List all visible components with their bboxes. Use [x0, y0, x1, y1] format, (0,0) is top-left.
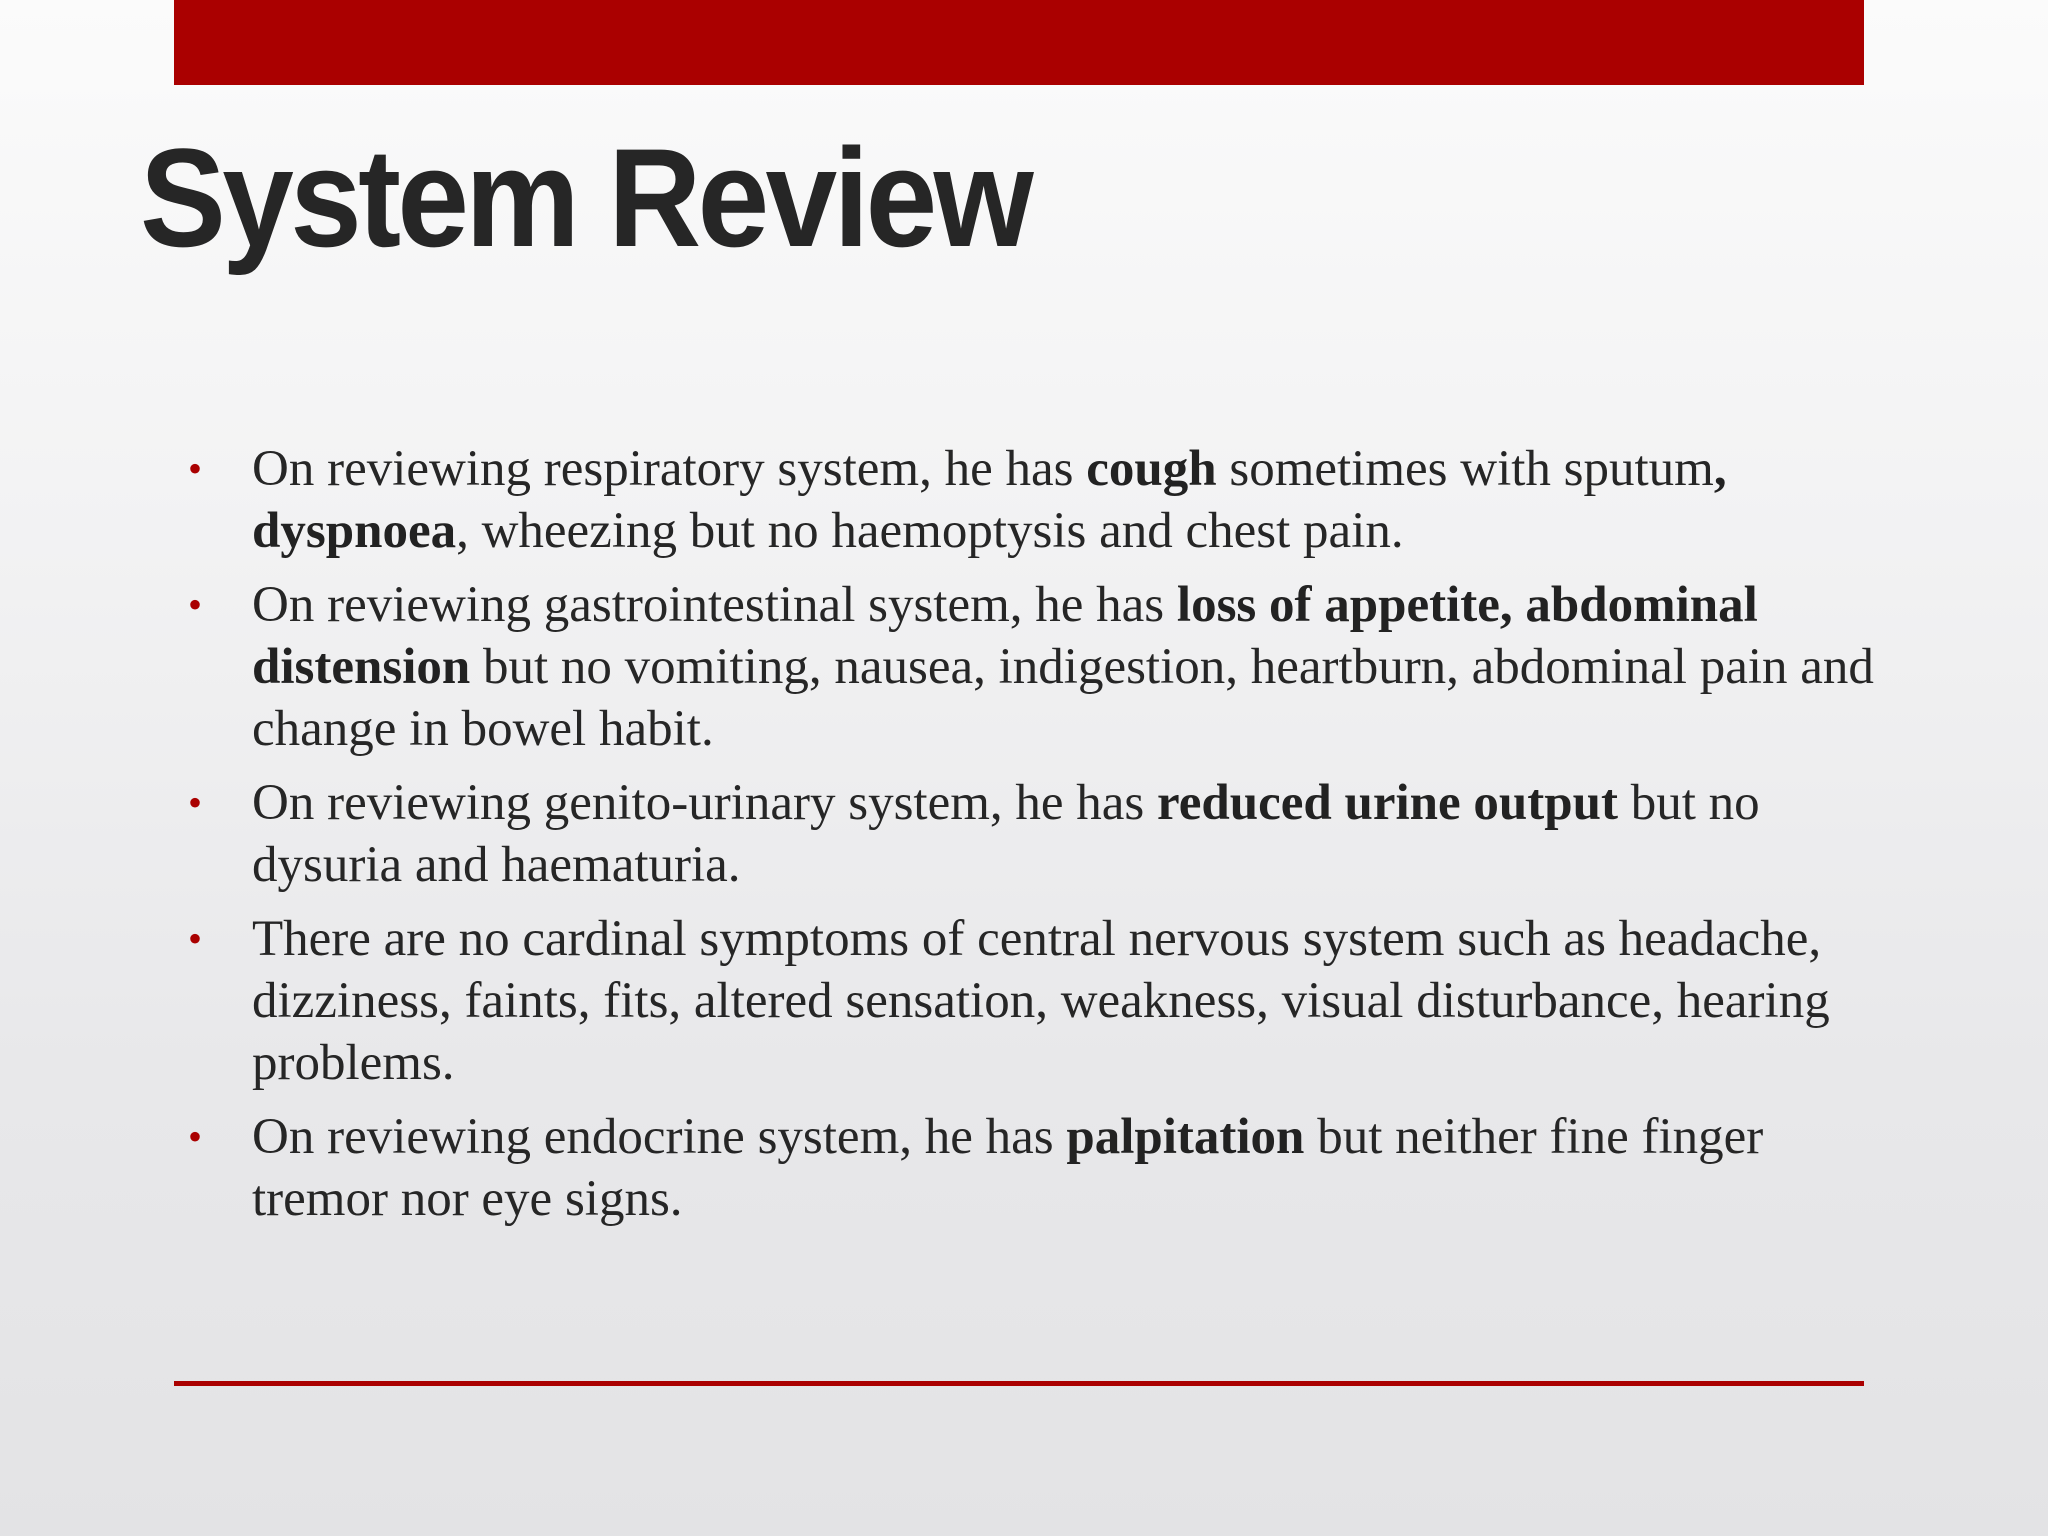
bullet-text: On reviewing genito-urinary system, he has reduced urine output but no dysuria and haematuria. [252, 775, 1760, 893]
bullet-dot-icon: • [188, 446, 203, 491]
bullet-list [188, 438, 1892, 1242]
top-accent-bar [174, 0, 1864, 85]
bullet-dot-icon: • [188, 916, 203, 961]
bullet-item-gastrointestinal [188, 574, 1892, 760]
bullet-dot-icon: • [188, 780, 203, 825]
bullet-item-respiratory [188, 438, 1892, 562]
bullet-text: On reviewing endocrine system, he has palpitation but neither fine finger tremor nor eye signs. [252, 1109, 1764, 1227]
bullet-item-endocrine [188, 1106, 1892, 1230]
bullet-text: On reviewing respiratory system, he has cough sometimes with sputum, dyspnoea, wheezing but no haemoptysis and chest pain. [252, 441, 1727, 559]
bullet-item-nervous-system [188, 908, 1892, 1094]
bullet-text: On reviewing gastrointestinal system, he has loss of appetite, abdominal distension but no vomiting, nausea, indigestion, heartburn, abdominal pain and change in bowel habit. [252, 577, 1874, 757]
bullet-item-genito-urinary [188, 772, 1892, 896]
bottom-divider-line [174, 1381, 1864, 1386]
bullet-dot-icon: • [188, 1114, 203, 1159]
bullet-text: There are no cardinal symptoms of central nervous system such as headache, dizziness, faints, fits, altered sensation, weakness, visual disturbance, hearing problems. [252, 911, 1830, 1091]
bullet-dot-icon: • [188, 582, 203, 627]
slide-title: System Review [140, 119, 1031, 276]
